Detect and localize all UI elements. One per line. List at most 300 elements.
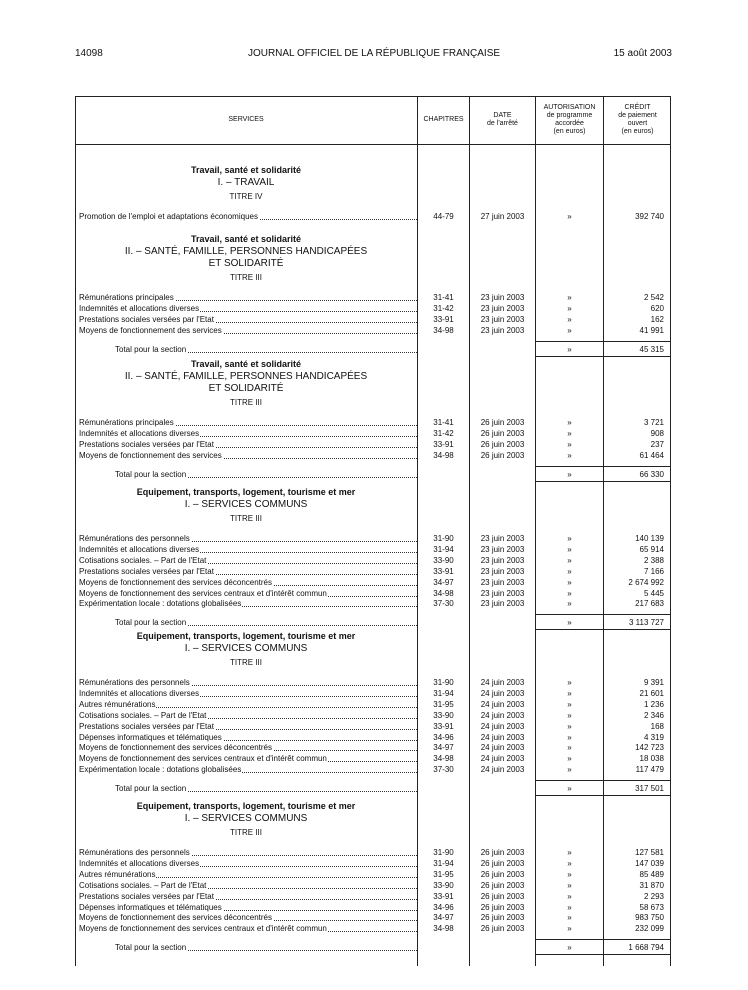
row-label-text: Prestations sociales versées par l'Etat bbox=[79, 314, 214, 324]
row-credit: 2 542 bbox=[643, 293, 664, 302]
row-autorisation: » bbox=[567, 428, 572, 438]
row-label bbox=[79, 544, 417, 555]
row-label-text: Moyens de fonctionnement des services centraux et d'intérêt commun bbox=[79, 588, 327, 598]
row-chapitre: 37-30 bbox=[433, 599, 454, 609]
total-rule bbox=[535, 795, 671, 796]
row-label-text: Indemnités et allocations diverses bbox=[79, 303, 200, 313]
row-label bbox=[79, 417, 417, 428]
row-chapitre: 34-98 bbox=[433, 588, 454, 598]
row-credit: 908 bbox=[650, 428, 664, 438]
table-row bbox=[75, 417, 671, 428]
col-date-line: DATE bbox=[493, 112, 512, 119]
row-chapitre: 31-95 bbox=[433, 699, 454, 709]
row-autorisation: » bbox=[567, 678, 572, 687]
section-title: I. – SERVICES COMMUNS bbox=[184, 643, 308, 654]
row-date: 24 juin 2003 bbox=[480, 743, 525, 753]
row-label-text: Moyens de fonctionnement des services bbox=[79, 325, 222, 335]
row-date: 27 juin 2003 bbox=[480, 212, 525, 221]
section-title: II. – SANTÉ, FAMILLE, PERSONNES HANDICAPÉES bbox=[124, 246, 368, 257]
row-label-text: Moyens de fonctionnement des services déconcentrés bbox=[79, 577, 272, 587]
col-header-autorisation bbox=[536, 96, 603, 144]
row-date: 26 juin 2003 bbox=[480, 924, 525, 934]
ministry-title: Travail, santé et solidarité bbox=[190, 165, 302, 175]
ministry-title: Equipement, transports, logement, tourisme et mer bbox=[136, 631, 356, 641]
total-rule bbox=[535, 481, 671, 482]
titre-label: TITRE III bbox=[230, 398, 262, 407]
row-chapitre: 33-90 bbox=[433, 880, 454, 890]
row-date: 26 juin 2003 bbox=[480, 418, 525, 427]
total-autorisation: » bbox=[567, 469, 572, 479]
row-date: 24 juin 2003 bbox=[480, 765, 525, 775]
row-credit: 620 bbox=[650, 303, 664, 313]
row-chapitre: 33-91 bbox=[433, 439, 454, 449]
col-header-services bbox=[75, 96, 417, 144]
row-label-text: Expérimentation locale : dotations globalisées bbox=[79, 599, 242, 609]
row-label-text: Prestations sociales versées par l'Etat bbox=[79, 721, 214, 731]
row-autorisation: » bbox=[567, 710, 572, 720]
row-autorisation: » bbox=[567, 314, 572, 324]
row-chapitre: 34-97 bbox=[433, 913, 454, 923]
row-label bbox=[79, 314, 417, 325]
ministry-title: Travail, santé et solidarité bbox=[190, 234, 302, 244]
row-chapitre: 33-91 bbox=[433, 314, 454, 324]
ministry-title: Equipement, transports, logement, tourisme et mer bbox=[136, 801, 356, 811]
row-label bbox=[79, 721, 417, 732]
table-row bbox=[75, 710, 671, 721]
row-chapitre: 31-90 bbox=[433, 678, 454, 687]
col-services-label: SERVICES bbox=[228, 116, 264, 123]
row-label bbox=[79, 428, 417, 439]
table-row bbox=[75, 450, 671, 461]
section-title: I. – TRAVAIL bbox=[217, 177, 275, 188]
table-row bbox=[75, 721, 671, 732]
row-chapitre: 31-94 bbox=[433, 688, 454, 698]
row-credit: 2 346 bbox=[643, 710, 664, 720]
row-date: 23 juin 2003 bbox=[480, 555, 525, 565]
row-autorisation: » bbox=[567, 293, 572, 302]
row-label-text: Prestations sociales versées par l'Etat bbox=[79, 566, 214, 576]
row-label-text: Dépenses informatiques et télématiques bbox=[79, 732, 222, 742]
row-chapitre: 44-79 bbox=[433, 212, 454, 221]
col-header-date bbox=[470, 96, 535, 144]
row-date: 24 juin 2003 bbox=[480, 721, 525, 731]
section-title: I. – SERVICES COMMUNS bbox=[184, 499, 308, 510]
col-autorisation-line: de programme bbox=[546, 112, 593, 119]
table-row bbox=[75, 742, 671, 753]
row-label bbox=[79, 555, 417, 566]
ministry-title: Travail, santé et solidarité bbox=[190, 359, 302, 369]
table-row bbox=[75, 880, 671, 891]
table-row bbox=[75, 688, 671, 699]
row-date: 26 juin 2003 bbox=[480, 869, 525, 879]
row-autorisation: » bbox=[567, 418, 572, 427]
row-autorisation: » bbox=[567, 902, 572, 912]
total-credit: 3 113 727 bbox=[629, 618, 664, 628]
total-autorisation: » bbox=[567, 784, 572, 794]
row-date: 23 juin 2003 bbox=[480, 293, 525, 302]
total-label bbox=[115, 344, 417, 355]
row-date: 23 juin 2003 bbox=[480, 534, 525, 543]
row-label-text: Indemnités et allocations diverses bbox=[79, 544, 200, 554]
row-label-text: Expérimentation locale : dotations globalisées bbox=[79, 765, 242, 775]
row-label bbox=[79, 566, 417, 577]
row-label-text: Moyens de fonctionnement des services bbox=[79, 450, 222, 460]
section-heading bbox=[75, 800, 417, 839]
total-row bbox=[75, 617, 671, 628]
row-chapitre: 31-94 bbox=[433, 544, 454, 554]
row-credit: 7 166 bbox=[643, 566, 664, 576]
table-row bbox=[75, 699, 671, 710]
row-autorisation: » bbox=[567, 765, 572, 775]
row-label bbox=[79, 847, 417, 858]
section-spacer bbox=[75, 483, 417, 484]
titre-label: TITRE IV bbox=[229, 192, 263, 201]
row-credit: 31 870 bbox=[639, 880, 664, 890]
row-credit: 61 464 bbox=[639, 450, 664, 460]
table-row bbox=[75, 764, 671, 775]
row-autorisation: » bbox=[567, 303, 572, 313]
section-spacer bbox=[75, 956, 417, 957]
total-row bbox=[75, 469, 671, 480]
row-label-text: Rémunérations des personnels bbox=[79, 848, 190, 857]
row-label-text: Rémunérations principales bbox=[79, 293, 174, 302]
row-credit: 232 099 bbox=[635, 924, 664, 934]
row-label bbox=[79, 303, 417, 314]
row-label bbox=[79, 688, 417, 699]
row-label-text: Dépenses informatiques et télématiques bbox=[79, 902, 222, 912]
row-autorisation: » bbox=[567, 721, 572, 731]
row-autorisation: » bbox=[567, 688, 572, 698]
titre-label: TITRE III bbox=[230, 273, 262, 282]
row-chapitre: 31-90 bbox=[433, 848, 454, 857]
row-chapitre: 31-94 bbox=[433, 858, 454, 868]
row-credit: 2 674 992 bbox=[628, 577, 664, 587]
row-credit: 5 445 bbox=[643, 588, 664, 598]
row-credit: 392 740 bbox=[635, 212, 664, 221]
section-title: II. – SANTÉ, FAMILLE, PERSONNES HANDICAPÉES bbox=[124, 371, 368, 382]
row-credit: 142 723 bbox=[635, 743, 664, 753]
row-autorisation: » bbox=[567, 869, 572, 879]
row-label bbox=[79, 753, 417, 764]
row-label bbox=[79, 710, 417, 721]
row-autorisation: » bbox=[567, 924, 572, 934]
page-number: 14098 bbox=[75, 48, 103, 59]
row-date: 23 juin 2003 bbox=[480, 303, 525, 313]
row-label-text: Prestations sociales versées par l'Etat bbox=[79, 891, 214, 901]
col-credit-line: (en euros) bbox=[621, 128, 654, 135]
row-label bbox=[79, 292, 417, 303]
row-credit: 85 489 bbox=[639, 869, 664, 879]
table-row bbox=[75, 314, 671, 325]
table-row bbox=[75, 588, 671, 599]
row-autorisation: » bbox=[567, 577, 572, 587]
row-label bbox=[79, 891, 417, 902]
titre-label: TITRE III bbox=[230, 828, 262, 837]
row-date: 26 juin 2003 bbox=[480, 848, 525, 857]
row-label bbox=[79, 450, 417, 461]
row-autorisation: » bbox=[567, 732, 572, 742]
table-row bbox=[75, 869, 671, 880]
row-chapitre: 31-41 bbox=[433, 293, 454, 302]
row-credit: 117 479 bbox=[635, 765, 664, 775]
row-label-text: Autres rémunérations bbox=[79, 869, 156, 879]
ministry-title: Equipement, transports, logement, tourisme et mer bbox=[136, 487, 356, 497]
row-label-text: Cotisations sociales. – Part de l'Etat bbox=[79, 880, 207, 890]
row-label-text: Prestations sociales versées par l'Etat bbox=[79, 439, 214, 449]
col-header-credit bbox=[604, 96, 671, 144]
total-rule bbox=[535, 780, 671, 781]
row-autorisation: » bbox=[567, 913, 572, 923]
table-row bbox=[75, 677, 671, 688]
total-row bbox=[75, 783, 671, 794]
row-date: 26 juin 2003 bbox=[480, 428, 525, 438]
row-label bbox=[79, 880, 417, 891]
total-label-text: Total pour la section bbox=[115, 344, 187, 354]
row-credit: 58 673 bbox=[639, 902, 664, 912]
row-credit: 983 750 bbox=[635, 913, 664, 923]
row-autorisation: » bbox=[567, 450, 572, 460]
total-autorisation: » bbox=[567, 618, 572, 628]
col-autorisation-line: accordée bbox=[555, 120, 584, 127]
col-chapitres-label: CHAPITRES bbox=[423, 116, 464, 123]
total-row bbox=[75, 942, 671, 953]
row-chapitre: 31-42 bbox=[433, 428, 454, 438]
row-label bbox=[79, 869, 417, 880]
row-label bbox=[79, 742, 417, 753]
row-label-text: Moyens de fonctionnement des services centraux et d'intérêt commun bbox=[79, 924, 327, 934]
row-chapitre: 33-90 bbox=[433, 710, 454, 720]
row-label bbox=[79, 902, 417, 913]
table-row bbox=[75, 847, 671, 858]
budget-table bbox=[75, 96, 671, 966]
row-credit: 4 319 bbox=[643, 732, 664, 742]
row-date: 24 juin 2003 bbox=[480, 688, 525, 698]
total-rule bbox=[535, 629, 671, 630]
row-label-text: Rémunérations principales bbox=[79, 418, 174, 427]
row-chapitre: 31-95 bbox=[433, 869, 454, 879]
row-credit: 162 bbox=[650, 314, 664, 324]
row-chapitre: 34-96 bbox=[433, 902, 454, 912]
total-label-text: Total pour la section bbox=[115, 784, 187, 794]
total-credit: 45 315 bbox=[639, 344, 664, 354]
row-autorisation: » bbox=[567, 212, 572, 221]
total-rule bbox=[535, 466, 671, 467]
titre-label: TITRE III bbox=[230, 514, 262, 523]
row-credit: 3 721 bbox=[643, 418, 664, 427]
row-label-text: Cotisations sociales. – Part de l'Etat bbox=[79, 710, 207, 720]
row-credit: 9 391 bbox=[643, 678, 664, 687]
col-autorisation-line: AUTORISATION bbox=[543, 104, 596, 111]
total-rule bbox=[535, 614, 671, 615]
row-chapitre: 31-90 bbox=[433, 534, 454, 543]
row-label bbox=[79, 577, 417, 588]
titre-label: TITRE III bbox=[230, 658, 262, 667]
row-chapitre: 34-98 bbox=[433, 325, 454, 335]
row-label bbox=[79, 439, 417, 450]
row-credit: 41 991 bbox=[639, 325, 664, 335]
row-label-text: Rémunérations des personnels bbox=[79, 678, 190, 687]
table-row bbox=[75, 732, 671, 743]
row-chapitre: 31-41 bbox=[433, 418, 454, 427]
row-date: 26 juin 2003 bbox=[480, 913, 525, 923]
table-row bbox=[75, 303, 671, 314]
row-date: 24 juin 2003 bbox=[480, 754, 525, 764]
row-chapitre: 33-90 bbox=[433, 555, 454, 565]
row-credit: 18 038 bbox=[639, 754, 664, 764]
row-label-text: Indemnités et allocations diverses bbox=[79, 858, 200, 868]
col-credit-line: de paiement bbox=[618, 112, 657, 119]
row-label-text: Moyens de fonctionnement des services centraux et d'intérêt commun bbox=[79, 754, 327, 764]
row-label-text: Indemnités et allocations diverses bbox=[79, 428, 200, 438]
row-autorisation: » bbox=[567, 439, 572, 449]
table-row bbox=[75, 439, 671, 450]
total-label-text: Total pour la section bbox=[115, 469, 187, 479]
row-date: 23 juin 2003 bbox=[480, 566, 525, 576]
row-label bbox=[79, 211, 417, 222]
total-label bbox=[115, 783, 417, 794]
table-row bbox=[75, 533, 671, 544]
row-label bbox=[79, 858, 417, 869]
row-label bbox=[79, 764, 417, 775]
total-rule bbox=[535, 939, 671, 940]
row-date: 24 juin 2003 bbox=[480, 710, 525, 720]
row-date: 24 juin 2003 bbox=[480, 699, 525, 709]
row-chapitre: 33-91 bbox=[433, 721, 454, 731]
total-autorisation: » bbox=[567, 943, 572, 953]
row-autorisation: » bbox=[567, 858, 572, 868]
row-label-text: Autres rémunérations bbox=[79, 699, 156, 709]
section-title: I. – SERVICES COMMUNS bbox=[184, 813, 308, 824]
row-label bbox=[79, 732, 417, 743]
publication-date: 15 août 2003 bbox=[613, 48, 672, 59]
total-row bbox=[75, 344, 671, 355]
table-row bbox=[75, 292, 671, 303]
journal-title: JOURNAL OFFICIEL DE LA RÉPUBLIQUE FRANÇAISE bbox=[247, 48, 501, 59]
row-date: 23 juin 2003 bbox=[480, 544, 525, 554]
total-label-text: Total pour la section bbox=[115, 943, 187, 953]
row-chapitre: 34-97 bbox=[433, 743, 454, 753]
row-date: 26 juin 2003 bbox=[480, 891, 525, 901]
row-chapitre: 34-98 bbox=[433, 754, 454, 764]
row-chapitre: 34-97 bbox=[433, 577, 454, 587]
total-rule bbox=[535, 341, 671, 342]
row-label bbox=[79, 598, 417, 609]
row-label bbox=[79, 699, 417, 710]
row-label-text: Promotion de l'emploi et adaptations économiques bbox=[79, 212, 258, 221]
row-label bbox=[79, 677, 417, 688]
row-autorisation: » bbox=[567, 848, 572, 857]
row-credit: 237 bbox=[650, 439, 664, 449]
table-row bbox=[75, 598, 671, 609]
section-heading bbox=[75, 486, 417, 525]
row-autorisation: » bbox=[567, 325, 572, 335]
row-credit: 168 bbox=[650, 721, 664, 731]
section-title: ET SOLIDARITÉ bbox=[208, 258, 284, 269]
row-date: 26 juin 2003 bbox=[480, 450, 525, 460]
row-label-text: Cotisations sociales. – Part de l'Etat bbox=[79, 555, 207, 565]
row-chapitre: 33-91 bbox=[433, 566, 454, 576]
row-autorisation: » bbox=[567, 754, 572, 764]
col-date-line: de l'arrêté bbox=[487, 120, 518, 127]
row-autorisation: » bbox=[567, 588, 572, 598]
table-row bbox=[75, 858, 671, 869]
row-chapitre: 37-30 bbox=[433, 765, 454, 775]
row-credit: 147 039 bbox=[635, 858, 664, 868]
row-label bbox=[79, 533, 417, 544]
row-autorisation: » bbox=[567, 880, 572, 890]
section-heading bbox=[75, 358, 417, 409]
row-autorisation: » bbox=[567, 534, 572, 543]
row-date: 23 juin 2003 bbox=[480, 577, 525, 587]
total-credit: 66 330 bbox=[639, 469, 664, 479]
row-autorisation: » bbox=[567, 891, 572, 901]
row-label bbox=[79, 588, 417, 599]
row-date: 23 juin 2003 bbox=[480, 599, 525, 609]
table-row bbox=[75, 325, 671, 336]
row-label bbox=[79, 923, 417, 934]
row-date: 23 juin 2003 bbox=[480, 588, 525, 598]
row-chapitre: 34-96 bbox=[433, 732, 454, 742]
total-label-text: Total pour la section bbox=[115, 618, 187, 628]
row-date: 26 juin 2003 bbox=[480, 880, 525, 890]
row-autorisation: » bbox=[567, 743, 572, 753]
col-credit-line: CRÉDIT bbox=[624, 104, 651, 111]
row-credit: 217 683 bbox=[635, 599, 664, 609]
col-header-chapitres bbox=[418, 96, 469, 144]
row-label bbox=[79, 325, 417, 336]
section-spacer bbox=[75, 797, 417, 798]
row-date: 24 juin 2003 bbox=[480, 732, 525, 742]
row-credit: 127 581 bbox=[635, 848, 664, 857]
total-rule bbox=[535, 954, 671, 955]
table-row bbox=[75, 923, 671, 934]
row-autorisation: » bbox=[567, 599, 572, 609]
row-chapitre: 34-98 bbox=[433, 450, 454, 460]
total-label bbox=[115, 469, 417, 480]
row-date: 23 juin 2003 bbox=[480, 325, 525, 335]
row-credit: 2 293 bbox=[643, 891, 664, 901]
table-row bbox=[75, 753, 671, 764]
row-date: 26 juin 2003 bbox=[480, 858, 525, 868]
table-row bbox=[75, 544, 671, 555]
row-credit: 21 601 bbox=[639, 688, 664, 698]
total-label bbox=[115, 942, 417, 953]
row-label-text: Moyens de fonctionnement des services déconcentrés bbox=[79, 913, 272, 923]
total-credit: 317 501 bbox=[635, 784, 664, 794]
col-autorisation-line: (en euros) bbox=[553, 128, 586, 135]
section-title: ET SOLIDARITÉ bbox=[208, 383, 284, 394]
table-row bbox=[75, 912, 671, 923]
row-autorisation: » bbox=[567, 699, 572, 709]
row-chapitre: 34-98 bbox=[433, 924, 454, 934]
row-credit: 140 139 bbox=[635, 534, 664, 543]
section-heading bbox=[75, 233, 417, 284]
row-autorisation: » bbox=[567, 555, 572, 565]
table-row bbox=[75, 891, 671, 902]
row-date: 26 juin 2003 bbox=[480, 902, 525, 912]
table-row bbox=[75, 902, 671, 913]
row-date: 26 juin 2003 bbox=[480, 439, 525, 449]
total-label bbox=[115, 617, 417, 628]
row-credit: 2 388 bbox=[643, 555, 664, 565]
row-credit: 1 236 bbox=[643, 699, 664, 709]
total-rule bbox=[535, 356, 671, 357]
row-credit: 65 914 bbox=[639, 544, 664, 554]
total-credit: 1 668 794 bbox=[628, 943, 664, 953]
table-row bbox=[75, 577, 671, 588]
row-label-text: Indemnités et allocations diverses bbox=[79, 688, 200, 698]
row-date: 23 juin 2003 bbox=[480, 314, 525, 324]
